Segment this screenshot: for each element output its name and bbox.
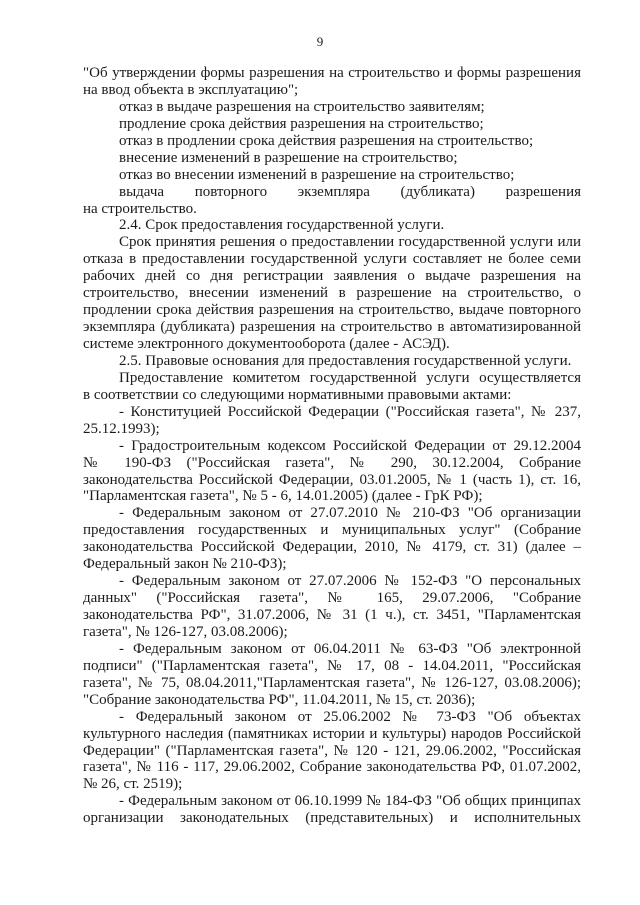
text-line: предоставления государственных и муниципальных услуг" (Собрание bbox=[83, 522, 581, 539]
text-line: системе электронного документооборота (далее - АСЭД). bbox=[83, 336, 450, 352]
text-line: на ввод объекта в эксплуатацию"; bbox=[83, 81, 299, 98]
text-line: газета", № 75, 08.04.2011,"Парламентская газета", № 126-127, 03.08.2006); bbox=[83, 674, 581, 691]
text-line: "Парламентская газета", № 5 - 6, 14.01.2005) (далее - ГрК РФ); bbox=[83, 488, 483, 505]
text-line: законодательства РФ", 31.07.2006, № 31 (1 ч.), ст. 3451, "Парламентская bbox=[83, 607, 581, 623]
text-line: 2.5. Правовые основания для предоставления государственной услуги. bbox=[119, 352, 572, 369]
text-line: Федерации" ("Парламентская газета", № 120 - 121, 29.06.2002, "Российская bbox=[83, 742, 581, 759]
text-line: в соответствии со следующими нормативными правовыми актами: bbox=[83, 386, 512, 403]
text-line: культурного наследия (памятниках истории и культуры) народов Российской bbox=[83, 725, 581, 742]
text-line: отказ в продлении срока действия разрешения на строительство; bbox=[119, 132, 534, 149]
text-line: - Конституцией Российской Федерации ("Российская газета", № 237, bbox=[119, 403, 581, 420]
text-line: Срок принятия решения о предоставлении государственной услуги или bbox=[119, 234, 581, 251]
text-line: 2.4. Срок предоставления государственной услуги. bbox=[119, 217, 445, 234]
text-line: строительство, внесении изменений в разрешение на строительство, о bbox=[83, 285, 581, 302]
text-line: газета", № 126-127, 03.08.2006); bbox=[83, 623, 288, 640]
text-line: газета", № 116 - 117, 29.06.2002, Собрание законодательства РФ, 01.07.2002, bbox=[83, 759, 581, 776]
text-line: продление срока действия разрешения на строительство; bbox=[119, 115, 484, 132]
page-number: 9 bbox=[316, 34, 324, 49]
text-line: № 26, ст. 2519); bbox=[83, 776, 183, 793]
document-body bbox=[83, 65, 581, 827]
text-line: "Об утверждении формы разрешения на строительство и формы разрешения bbox=[83, 65, 581, 81]
text-line: законодательства Российской Федерации, 2010, № 4179, ст. 31) (далее – bbox=[83, 539, 581, 556]
text-line: - Федеральным законом от 06.10.1999 № 184-ФЗ "Об общих принципах bbox=[119, 793, 581, 810]
text-line: № 190-ФЗ ("Российская газета", № 290, 30.12.2004, Собрание bbox=[83, 454, 581, 471]
text-line: - Федеральным законом от 27.07.2006 № 152-ФЗ "О персональных bbox=[119, 573, 581, 590]
text-line: внесение изменений в разрешение на строительство; bbox=[119, 149, 458, 166]
text-line: рабочих дней со дня регистрации заявления о выдаче разрешения на bbox=[83, 268, 581, 285]
text-line: законодательства Российской Федерации, 03.01.2005, № 1 (часть 1), ст. 16, bbox=[83, 471, 581, 488]
text-line: выдача повторного экземпляра (дубликата) разрешения bbox=[119, 183, 581, 200]
text-line: - Федеральным законом от 27.07.2010 № 210-ФЗ "Об организации bbox=[119, 505, 581, 522]
text-line: отказ во внесении изменений в разрешение на строительство; bbox=[119, 166, 515, 183]
text-line: отказа в предоставлении государственной услуги составляет не более семи bbox=[83, 251, 581, 268]
text-line: экземпляра (дубликата) разрешения на строительство в автоматизированной bbox=[83, 319, 581, 336]
text-line: Федеральный закон № 210-ФЗ); bbox=[83, 556, 287, 573]
text-line: организации законодательных (представительных) и исполнительных bbox=[83, 810, 581, 827]
text-line: на строительство. bbox=[83, 200, 197, 217]
text-line: отказ в выдаче разрешения на строительство заявителям; bbox=[119, 98, 485, 115]
text-line: подписи" ("Парламентская газета", № 17, 08 - 14.04.2011, "Российская bbox=[83, 657, 581, 674]
text-line: "Собрание законодательства РФ", 11.04.2011, № 15, ст. 2036); bbox=[83, 691, 476, 708]
text-line: - Градостроительным кодексом Российской Федерации от 29.12.2004 bbox=[119, 437, 581, 454]
text-line: данных" ("Российская газета", № 165, 29.07.2006, "Собрание bbox=[83, 590, 581, 607]
text-line: - Федеральный законом от 25.06.2002 № 73-ФЗ "Об объектах bbox=[119, 708, 581, 725]
text-line: 25.12.1993); bbox=[83, 420, 160, 437]
text-line: продлении срока действия разрешения на строительство, выдаче повторного bbox=[83, 302, 581, 319]
text-line: Предоставление комитетом государственной услуги осуществляется bbox=[119, 369, 581, 386]
text-line: - Федеральным законом от 06.04.2011 № 63-ФЗ "Об электронной bbox=[119, 640, 581, 657]
